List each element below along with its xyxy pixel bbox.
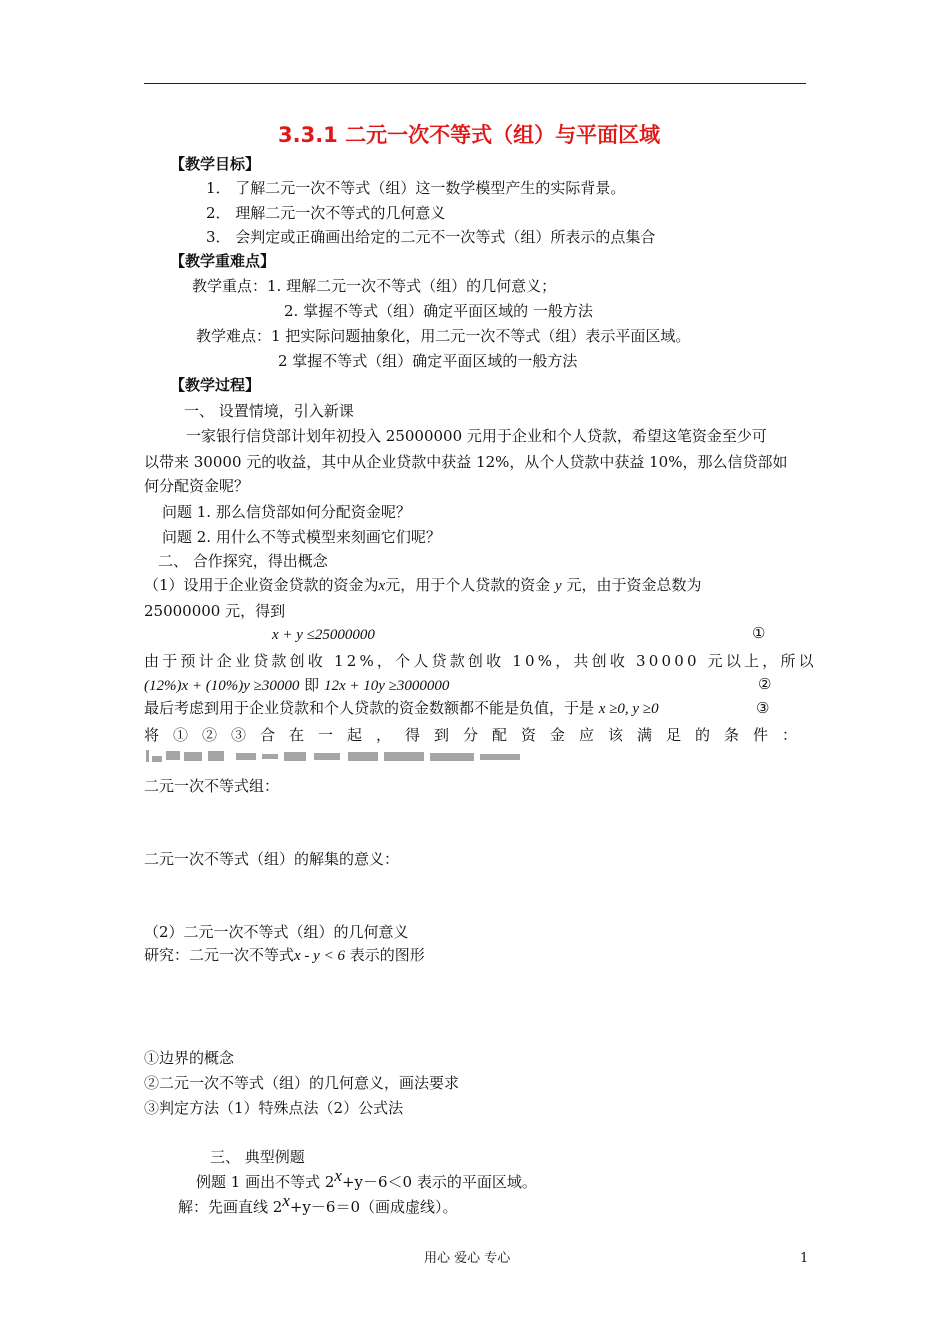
goals-heading: 【教学目标】 (170, 155, 261, 173)
question: 问题 2. 用什么不等式模型来刻画它们呢？ (162, 528, 441, 546)
equation-1: x + y ≤25000000 (272, 627, 375, 643)
math-var: x (334, 1166, 342, 1185)
paragraph-line (144, 944, 425, 967)
paragraph-line: 25000000 元，得到 (144, 602, 286, 620)
math-expr: (12%)x + (10%)y ≥30000 (144, 678, 300, 694)
math-var: y (555, 578, 562, 594)
text-run: 例题 1 画出不等式 2 (196, 1173, 335, 1191)
text-run: 最后考虑到用于企业贷款和个人贷款的资金数额都不能是负值，于是 (144, 699, 595, 717)
text-run: +y－6＝0（画成虚线）。 (289, 1198, 458, 1216)
paragraph-line: 以带来 30000 元的收益，其中从企业贷款中获益 12%，从个人贷款中获益 10%，那么信贷部如 (144, 453, 788, 471)
concept-line: 二元一次不等式（组）的解集的意义： (144, 850, 400, 868)
list-item: ②二元一次不等式（组）的几何意义，画法要求 (144, 1074, 460, 1092)
equation-marker: ① (752, 624, 766, 642)
section-heading: 三、 典型例题 (210, 1148, 305, 1166)
difficulty-line: 教学难点：1 把实际问题抽象化，用二元一次不等式（组）表示平面区域。 (196, 327, 691, 345)
text-run: 研究：二元一次不等式 (144, 946, 295, 964)
text-run: +y－6＜0 表示的平面区域。 (341, 1173, 537, 1191)
math-expr: 12x + 10y ≥3000000 (323, 678, 450, 694)
solution-line (178, 1191, 458, 1218)
goal-item: 2． 理解二元一次不等式的几何意义 (206, 204, 446, 222)
text-run: 元，用于个人贷款的资金 (385, 576, 551, 594)
equation-marker: ② (758, 675, 772, 693)
paragraph-line: 一家银行信贷部计划年初投入 25000000 元用于企业和个人贷款，希望这笔资金至少可 (186, 427, 767, 445)
garbled-formula-image (144, 749, 544, 763)
focus-line: 2. 掌握不等式（组）确定平面区域的 一般方法 (284, 302, 593, 320)
page-number: 1 (800, 1251, 809, 1266)
text-run: 解：先画直线 2 (178, 1198, 283, 1216)
question: 问题 1. 那么信贷部如何分配资金呢？ (162, 503, 411, 521)
text-run: （1）设用于企业资金贷款的资金为 (144, 576, 379, 594)
concept-line: 二元一次不等式组： (144, 777, 280, 795)
goal-item: 1． 了解二元一次不等式（组）这一数学模型产生的实际背景。 (206, 179, 626, 197)
paragraph-line (144, 574, 701, 597)
goal-item: 3． 会判定或正确画出给定的二元不一次等式（组）所表示的点集合 (206, 228, 656, 246)
equation-2 (144, 674, 449, 697)
keypoints-heading: 【教学重难点】 (170, 252, 276, 270)
footer-motto: 用心 爱心 专心 (424, 1251, 511, 1266)
focus-line: 教学重点：1. 理解二元一次不等式（组）的几何意义； (192, 277, 557, 295)
list-item: ③判定方法（1）特殊点法（2）公式法 (144, 1099, 404, 1117)
process-heading: 【教学过程】 (170, 376, 261, 394)
math-expr: x ≥0, y ≥0 (598, 701, 659, 717)
equation-marker: ③ (756, 699, 770, 717)
page-title: 3.3.1 二元一次不等式（组）与平面区域 (278, 123, 661, 147)
paragraph-line: 由于预计企业贷款创收 12%，个人贷款创收 10%，共创收 30000 元以上，所以 (144, 652, 817, 670)
text-run: 表示的图形 (344, 946, 425, 964)
text-run: 元，由于资金总数为 (566, 576, 702, 594)
list-item: ①边界的概念 (144, 1049, 235, 1067)
paragraph-line: 将①②③合在一起，得到分配资金应该满足的条件： (144, 726, 812, 744)
paragraph-line: 何分配资金呢？ (144, 477, 250, 495)
math-expr: x - y < 6 (294, 948, 345, 964)
math-var: x (378, 578, 386, 594)
section-heading: 二、 合作探究，得出概念 (158, 552, 328, 570)
subsection-heading: （2）二元一次不等式（组）的几何意义 (144, 923, 409, 941)
section-heading: 一、 设置情境，引入新课 (184, 402, 354, 420)
header-rule (144, 83, 806, 84)
math-var: x (282, 1191, 290, 1210)
difficulty-line: 2 掌握不等式（组）确定平面区域的一般方法 (278, 352, 578, 370)
text-run: 即 (299, 676, 324, 694)
example-line (196, 1166, 537, 1193)
paragraph-line (144, 697, 659, 720)
